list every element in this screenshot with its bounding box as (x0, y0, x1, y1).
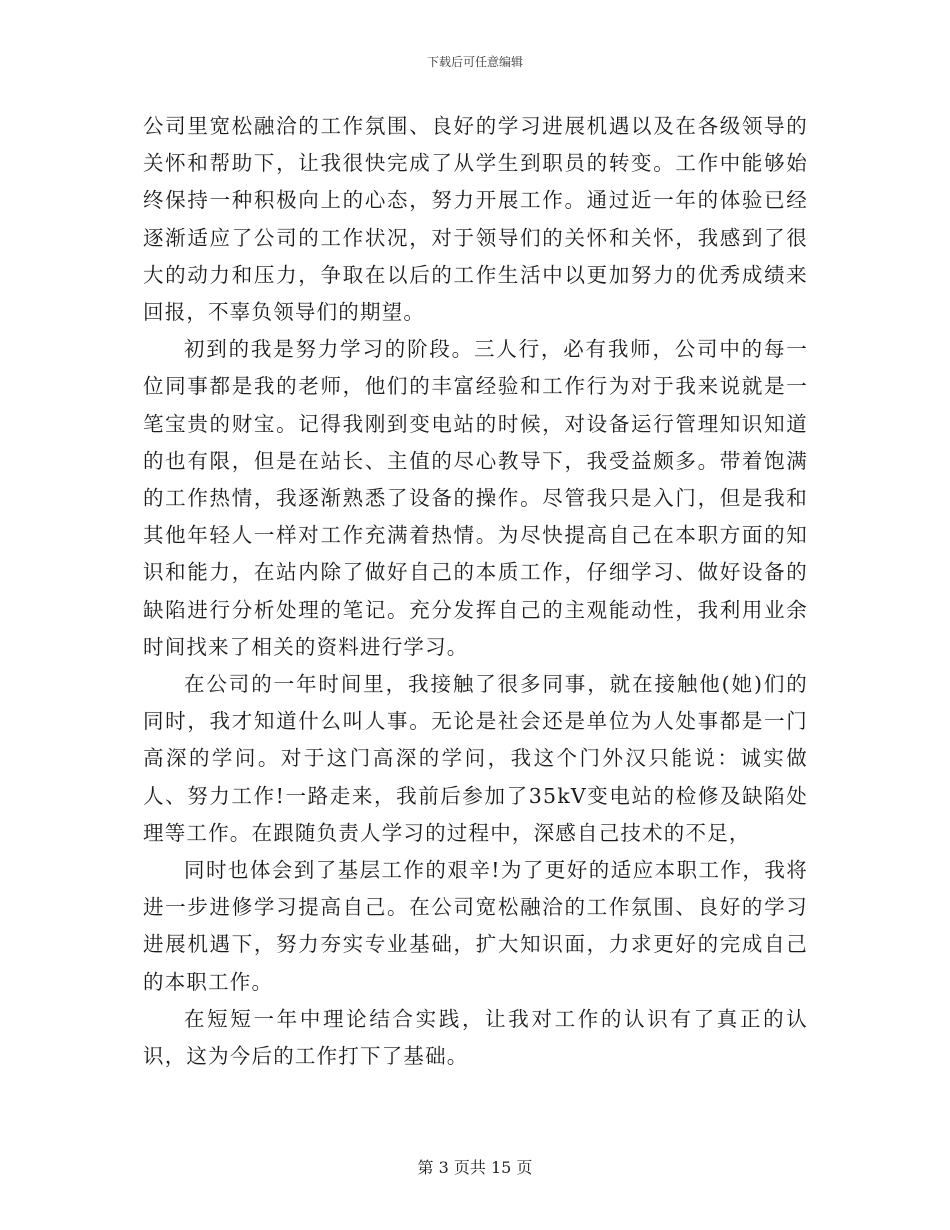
paragraph: 公司里宽松融洽的工作氛围、良好的学习进展机遇以及在各级领导的关怀和帮助下，让我很快完成了从学生到职员的转变。工作中能够始终保持一种积极向上的心态，努力开展工作。通过近一年的体验已经逐渐适应了公司的工作状况，对于领导们的关怀和关怀，我感到了很大的动力和压力，争取在以后的工作生活中以更加努力的优秀成绩来回报，不辜负领导们的期望。 (143, 114, 808, 325)
paragraph: 同时也体会到了基层工作的艰辛!为了更好的适应本职工作，我将进一步进修学习提高自己。在公司宽松融洽的工作氛围、良好的学习进展机遇下，努力夯实专业基础，扩大知识面，力求更好的完成自己的本职工作。 (143, 858, 808, 994)
paragraph: 在公司的一年时间里，我接触了很多同事，就在接触他(她)们的同时，我才知道什么叫人事。无论是社会还是单位为人处事都是一门高深的学问。对于这门高深的学问，我这个门外汉只能说：诚实做人、努力工作!一路走来，我前后参加了35kV变电站的检修及缺陷处理等工作。在跟随负责人学习的过程中，深感自己技术的不足， (143, 672, 808, 845)
paragraph: 初到的我是努力学习的阶段。三人行，必有我师，公司中的每一位同事都是我的老师，他们的丰富经验和工作行为对于我来说就是一笔宝贵的财宝。记得我刚到变电站的时候，对设备运行管理知识知道的也有限，但是在站长、主值的尽心教导下，我受益颇多。带着饱满的工作热情，我逐渐熟悉了设备的操作。尽管我只是入门，但是我和其他年轻人一样对工作充满着热情。为尽快提高自己在本职方面的知识和能力，在站内除了做好自己的本质工作，仔细学习、做好设备的缺陷进行分析处理的笔记。充分发挥自己的主观能动性，我利用业余时间找来了相关的资料进行学习。 (143, 337, 808, 659)
document-body (143, 108, 808, 1075)
page-number: 第 3 页共 15 页 (417, 1158, 533, 1177)
header-note: 下载后可任意编辑 (426, 55, 523, 69)
paragraph: 在短短一年中理论结合实践，让我对工作的认识有了真正的认识，这为今后的工作打下了基础。 (143, 1006, 808, 1069)
